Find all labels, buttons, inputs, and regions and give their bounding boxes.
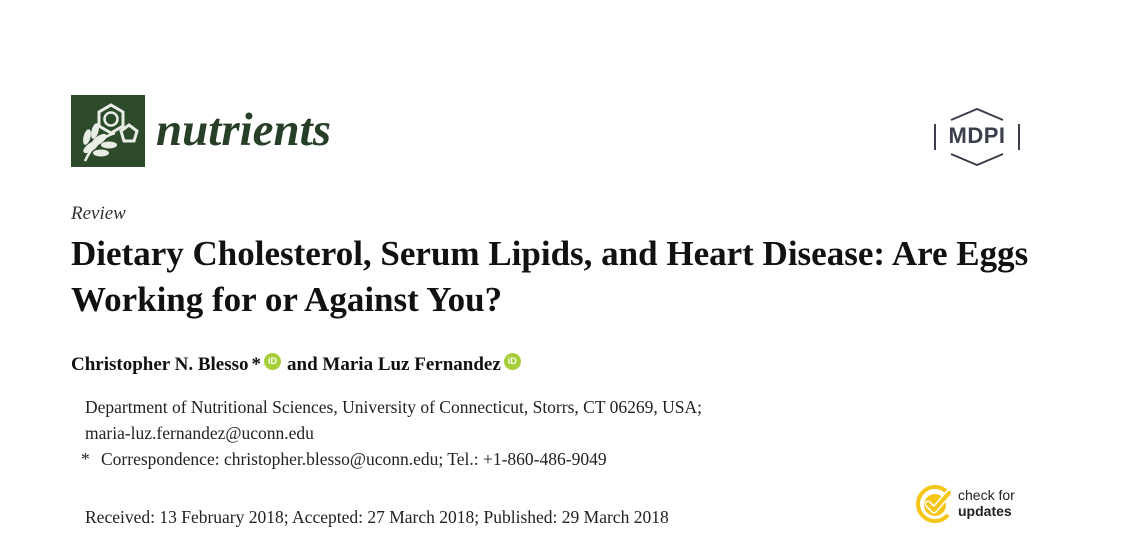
check-for-updates-button[interactable] <box>916 485 1036 525</box>
publisher-name: MDPI <box>948 123 1006 148</box>
publication-dates: Received: 13 February 2018; Accepted: 27 March 2018; Published: 29 March 2018 <box>85 507 669 527</box>
article-type: Review <box>71 203 126 224</box>
journal-logo-icon <box>71 95 145 167</box>
correspondence-marker: * <box>81 449 90 469</box>
author-conjunction: and <box>287 354 318 375</box>
publisher-logo <box>931 108 1023 166</box>
checkmark-badge-icon <box>916 485 954 523</box>
affiliation-text: Department of Nutritional Sciences, University of Connecticut, Storrs, CT 06269, USA; <box>85 397 702 417</box>
author-name[interactable]: Maria Luz Fernandez <box>322 354 501 375</box>
orcid-icon[interactable]: iD <box>264 353 281 370</box>
author-name[interactable]: Christopher N. Blesso <box>71 354 249 375</box>
check-updates-label-bold: updates <box>958 503 1012 519</box>
article-title: Dietary Cholesterol, Serum Lipids, and Heart Disease: Are Eggs Working for or Against You? <box>71 234 1029 319</box>
check-updates-label: check for <box>958 487 1015 503</box>
author-list <box>71 352 527 378</box>
orcid-icon[interactable]: iD <box>504 353 521 370</box>
journal-name: nutrients <box>156 104 332 156</box>
correspondence-line <box>81 448 607 470</box>
affiliation-email[interactable]: maria-luz.fernandez@uconn.edu <box>85 423 314 443</box>
correspondence-text: Correspondence: christopher.blesso@uconn.edu; Tel.: +1-860-486-9049 <box>101 449 607 469</box>
corresponding-author-marker: * <box>251 354 262 375</box>
